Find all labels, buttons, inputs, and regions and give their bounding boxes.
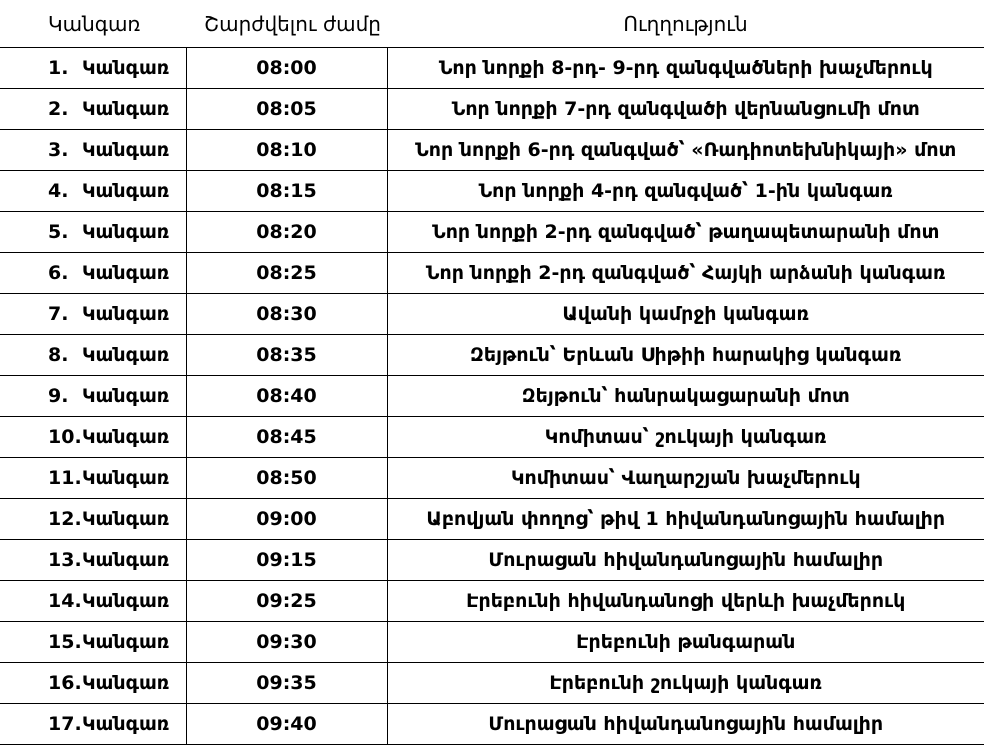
stop-label: Կանգառ: [82, 344, 170, 366]
stop-number: 17.: [48, 713, 82, 735]
table-row: [0, 130, 984, 171]
stop-cell: [0, 376, 186, 417]
header-row: [0, 0, 984, 48]
stop-cell: [0, 130, 186, 171]
direction-cell: Էրեբունի հիվանդանոցի վերևի խաչմերուկ: [387, 581, 984, 622]
stop-number: 15.: [48, 631, 82, 653]
table-row: [0, 540, 984, 581]
table-body: [0, 48, 984, 745]
stop-cell: [0, 253, 186, 294]
stop-cell: [0, 294, 186, 335]
table-row: [0, 212, 984, 253]
departure-time-cell: 08:35: [186, 335, 387, 376]
stop-cell: [0, 581, 186, 622]
direction-cell: Էրեբունի շուկայի կանգառ: [387, 663, 984, 704]
stop-label: Կանգառ: [82, 262, 170, 284]
stop-number: 14.: [48, 590, 82, 612]
table-row: [0, 89, 984, 130]
table-row: [0, 335, 984, 376]
direction-cell: Զեյթուն՝ հանրակացարանի մոտ: [387, 376, 984, 417]
stop-number: 12.: [48, 508, 82, 530]
departure-time-cell: 08:50: [186, 458, 387, 499]
departure-time-cell: 08:05: [186, 89, 387, 130]
table-row: [0, 171, 984, 212]
stop-label: Կանգառ: [82, 180, 170, 202]
stop-label: Կանգառ: [82, 57, 170, 79]
table-row: [0, 376, 984, 417]
departure-time-cell: 08:20: [186, 212, 387, 253]
direction-cell: Կոմիտաս՝ Վաղարշյան խաչմերուկ: [387, 458, 984, 499]
departure-time-cell: 09:30: [186, 622, 387, 663]
direction-cell: Մուրացան հիվանդանոցային համալիր: [387, 704, 984, 745]
departure-time-cell: 09:40: [186, 704, 387, 745]
table-row: [0, 581, 984, 622]
table-row: [0, 458, 984, 499]
stop-number: 2.: [48, 98, 69, 120]
stop-cell: [0, 48, 186, 89]
direction-cell: Նոր նորքի 6-րդ զանգված՝ «Ռադիոտեխնիկայի» մոտ: [387, 130, 984, 171]
stop-label: Կանգառ: [82, 713, 170, 735]
stop-label: Կանգառ: [82, 303, 170, 325]
stop-label: Կանգառ: [82, 98, 170, 120]
table-row: [0, 253, 984, 294]
direction-cell: Ավանի կամրջի կանգառ: [387, 294, 984, 335]
departure-time-cell: 08:10: [186, 130, 387, 171]
stop-number: 6.: [48, 262, 69, 284]
departure-time-cell: 08:15: [186, 171, 387, 212]
stop-label: Կանգառ: [82, 549, 170, 571]
direction-cell: Աբովյան փողոց՝ թիվ 1 հիվանդանոցային համալիր: [387, 499, 984, 540]
stop-label: Կանգառ: [82, 590, 170, 612]
departure-time-cell: 08:40: [186, 376, 387, 417]
stop-cell: [0, 171, 186, 212]
stop-label: Կանգառ: [82, 221, 170, 243]
stop-cell: [0, 89, 186, 130]
header-direction: Ուղղություն: [387, 0, 984, 48]
stop-label: Կանգառ: [82, 508, 170, 530]
stop-number: 10.: [48, 426, 82, 448]
table-row: [0, 622, 984, 663]
stop-cell: [0, 417, 186, 458]
table-row: [0, 417, 984, 458]
direction-cell: Նոր նորքի 2-րդ զանգված՝ թաղապետարանի մոտ: [387, 212, 984, 253]
table-row: [0, 294, 984, 335]
stop-cell: [0, 212, 186, 253]
stop-label: Կանգառ: [82, 467, 170, 489]
stop-number: 8.: [48, 344, 69, 366]
stop-number: 7.: [48, 303, 69, 325]
departure-time-cell: 09:15: [186, 540, 387, 581]
direction-cell: Կոմիտաս՝ շուկայի կանգառ: [387, 417, 984, 458]
direction-cell: Էրեբունի թանգարան: [387, 622, 984, 663]
stop-number: 4.: [48, 180, 69, 202]
stop-cell: [0, 499, 186, 540]
header-stop: Կանգառ: [0, 0, 186, 48]
departure-time-cell: 09:35: [186, 663, 387, 704]
stop-cell: [0, 704, 186, 745]
table-row: [0, 704, 984, 745]
direction-cell: Նոր նորքի 4-րդ զանգված՝ 1-ին կանգառ: [387, 171, 984, 212]
stop-number: 9.: [48, 385, 69, 407]
departure-time-cell: 09:25: [186, 581, 387, 622]
table-header: [0, 0, 984, 48]
stop-number: 3.: [48, 139, 69, 161]
stop-cell: [0, 540, 186, 581]
header-time: Շարժվելու ժամը: [186, 0, 387, 48]
departure-time-cell: 08:00: [186, 48, 387, 89]
stop-label: Կանգառ: [82, 426, 170, 448]
departure-time-cell: 09:00: [186, 499, 387, 540]
stop-number: 1.: [48, 57, 69, 79]
stop-number: 11.: [48, 467, 82, 489]
table-row: [0, 48, 984, 89]
stop-number: 13.: [48, 549, 82, 571]
stop-label: Կանգառ: [82, 139, 170, 161]
direction-cell: Նոր նորքի 7-րդ զանգվածի վերնանցումի մոտ: [387, 89, 984, 130]
stop-cell: [0, 622, 186, 663]
direction-cell: Զեյթուն՝ Երևան Սիթիի հարակից կանգառ: [387, 335, 984, 376]
direction-cell: Նոր նորքի 8-րդ- 9-րդ զանգվածների խաչմերուկ: [387, 48, 984, 89]
stop-label: Կանգառ: [82, 672, 170, 694]
stop-cell: [0, 458, 186, 499]
departure-time-cell: 08:30: [186, 294, 387, 335]
departure-time-cell: 08:45: [186, 417, 387, 458]
stop-label: Կանգառ: [82, 631, 170, 653]
stop-number: 16.: [48, 672, 82, 694]
direction-cell: Նոր նորքի 2-րդ զանգված՝ Հայկի արձանի կանգառ: [387, 253, 984, 294]
direction-cell: Մուրացան հիվանդանոցային համալիր: [387, 540, 984, 581]
stop-label: Կանգառ: [82, 385, 170, 407]
table-row: [0, 663, 984, 704]
stop-cell: [0, 335, 186, 376]
departure-time-cell: 08:25: [186, 253, 387, 294]
stop-number: 5.: [48, 221, 69, 243]
table-row: [0, 499, 984, 540]
stop-cell: [0, 663, 186, 704]
